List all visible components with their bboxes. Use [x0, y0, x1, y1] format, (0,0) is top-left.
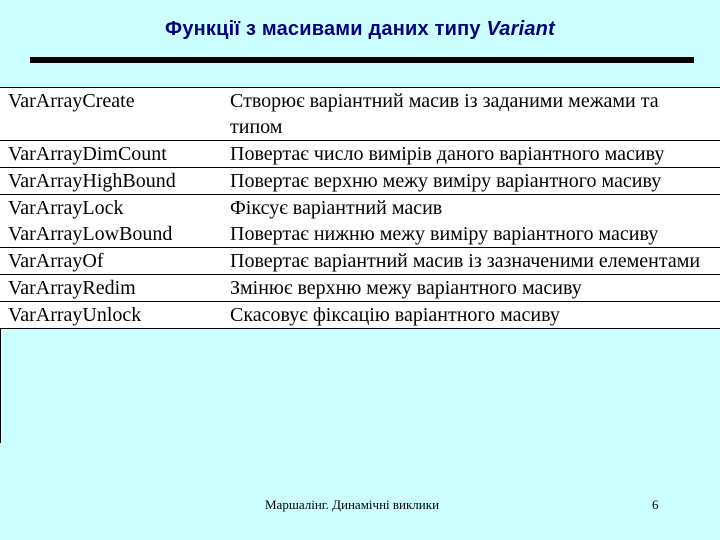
- table-row: [0, 141, 720, 168]
- functions-table: [0, 87, 720, 329]
- function-description: Змінює верхню межу варіантного масиву: [230, 277, 582, 299]
- function-name: VarArrayOf: [8, 250, 104, 272]
- function-description: Фіксує варіантний масив: [230, 197, 443, 219]
- table-row: [0, 275, 720, 302]
- table-row: [0, 88, 720, 141]
- title-rule: [30, 57, 694, 63]
- page-number: 6: [652, 497, 659, 512]
- function-description: Повертає число вимірів даного варіантного масиву: [230, 143, 665, 165]
- table-row: [0, 168, 720, 195]
- function-description: Скасовує фіксацію варіантного масиву: [230, 304, 560, 326]
- function-description: Повертає варіантний масив із зазначеними елементами: [230, 250, 701, 272]
- function-name: VarArrayUnlock: [8, 304, 142, 326]
- table-row: [0, 302, 720, 328]
- function-name: VarArrayCreate: [8, 90, 135, 112]
- slide-footer: Маршалінг. Динамічні виклики: [265, 497, 440, 512]
- function-name: VarArrayDimCount: [8, 143, 167, 165]
- function-name: VarArrayLowBound: [8, 223, 173, 245]
- slide-title: [0, 18, 720, 41]
- function-description: Повертає верхню межу виміру варіантного масиву: [230, 170, 662, 192]
- function-name: VarArrayRedim: [8, 277, 136, 299]
- function-description: Повертає нижню межу виміру варіантного масиву: [230, 223, 659, 245]
- table-row: [0, 221, 720, 248]
- table-row: [0, 248, 720, 275]
- function-description: Створює варіантний масив із заданими межами та типом: [230, 90, 659, 138]
- slide-title-main: Функції з масивами даних типу: [165, 18, 481, 40]
- function-name: VarArrayHighBound: [8, 170, 176, 192]
- table-row: [0, 195, 720, 221]
- slide-title-italic: Variant: [486, 18, 555, 40]
- function-name: VarArrayLock: [8, 197, 124, 219]
